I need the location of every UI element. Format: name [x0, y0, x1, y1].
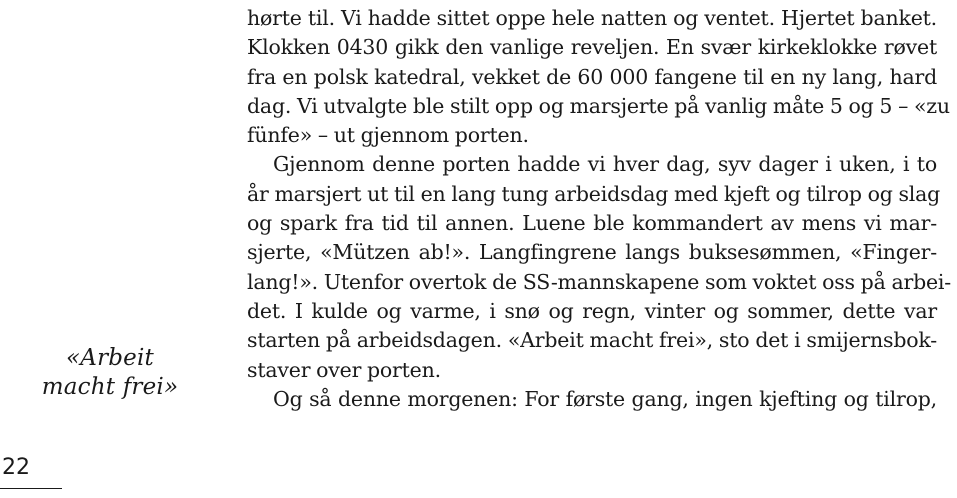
- text-line: Gjennom denne porten hadde vi hver dag, syv dager i uken, i to: [273, 152, 937, 177]
- text-line: lang!». Utenfor overtok de SS-mannskapene som voktet oss på arbei-: [247, 269, 952, 294]
- text-line: fünfe» – ut gjennom porten.: [247, 123, 529, 148]
- text-line: Klokken 0430 gikk den vanlige reveljen. En svær kirkeklokke røvet: [247, 35, 937, 60]
- margin-note: [10, 344, 210, 402]
- text-line: starten på arbeidsdagen. «Arbeit macht frei», sto det i smijernsbok-: [247, 328, 937, 353]
- text-line: sjerte, «Mützen ab!». Langfingrene langs buksesømmen, «Finger-: [247, 240, 937, 265]
- body-text: [247, 4, 952, 414]
- text-line: Og så denne morgenen: For første gang, ingen kjefting og tilrop,: [273, 386, 937, 411]
- text-line: og spark fra tid til annen. Luene ble kommandert av mens vi mar-: [247, 211, 937, 236]
- margin-note-line-2: macht frei»: [41, 374, 179, 400]
- page-number-rule: [0, 488, 62, 489]
- text-line: fra en polsk katedral, vekket de 60 000 fangene til en ny lang, hard: [247, 64, 937, 89]
- text-line: hørte til. Vi hadde sittet oppe hele natten og ventet. Hjertet banket.: [247, 6, 937, 30]
- text-line: staver over porten.: [247, 357, 441, 382]
- margin-note-line-1: «Arbeit: [65, 345, 154, 371]
- page-number: 22: [2, 455, 30, 480]
- text-line: dag. Vi utvalgte ble stilt opp og marsjerte på vanlig måte 5 og 5 – «zu: [247, 93, 950, 118]
- text-line: år marsjert ut til en lang tung arbeidsdag med kjeft og tilrop og slag: [247, 181, 941, 206]
- text-line: det. I kulde og varme, i snø og regn, vinter og sommer, dette var: [247, 298, 937, 323]
